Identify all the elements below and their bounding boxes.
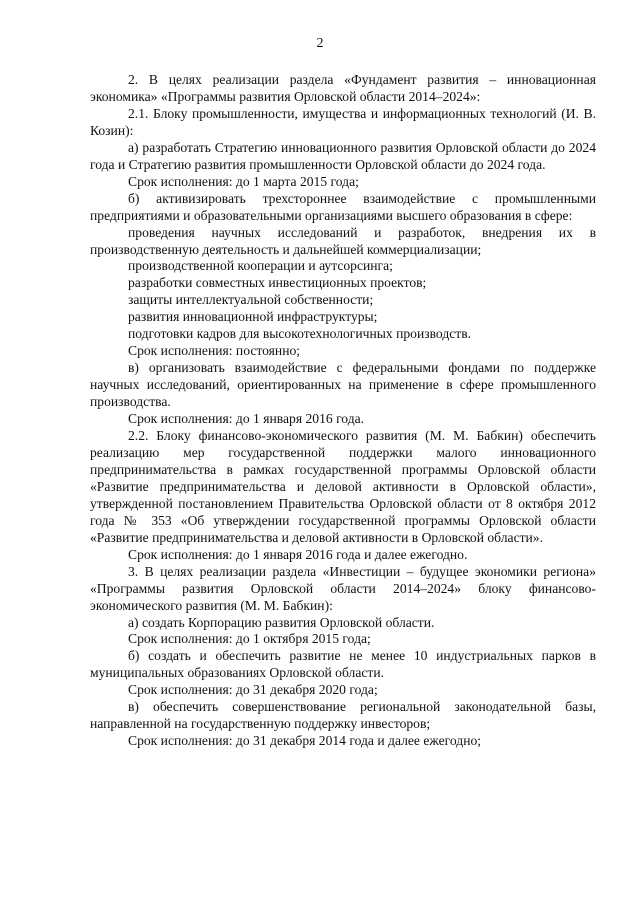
paragraph-section-2: 2. В целях реализации раздела «Фундамент развития – инновационная экономика» «Программы развития Орловской области 2014–2024»:: [90, 72, 596, 104]
deadline-2-1-c: Срок исполнения: до 1 января 2016 года.: [128, 411, 365, 427]
paragraph-2-1: 2.1. Блоку промышленности, имущества и информационных технологий (И. В. Козин):: [90, 105, 596, 138]
deadline-3-a: Срок исполнения: до 1 октября 2015 года;: [128, 631, 371, 647]
paragraph-3-a: а) создать Корпорацию развития Орловской области.: [128, 614, 435, 630]
deadline-2-1-a: Срок исполнения: до 1 марта 2015 года;: [128, 173, 359, 189]
paragraph-2-1-a: а) разработать Стратегию инновационного развития Орловской области до 2024 года и Стратегию развития промышленности Орловской области до 2024 года.: [90, 139, 596, 172]
list-item-joint-projects: разработки совместных инвестиционных проектов;: [128, 275, 427, 291]
page-number: 2: [316, 36, 324, 51]
list-item-training: подготовки кадров для высокотехнологичных производств.: [128, 326, 472, 342]
paragraph-2-1-c: в) организовать взаимодействие с федеральными фондами по поддержке научных исследований, ориентированных на применение в сфере промышленного производства.: [90, 360, 596, 410]
list-item-infrastructure: развития инновационной инфраструктуры;: [128, 309, 378, 325]
deadline-2-2: Срок исполнения: до 1 января 2016 года и далее ежегодно.: [128, 546, 468, 562]
list-item-ip-protection: защиты интеллектуальной собственности;: [128, 292, 374, 308]
paragraph-2-1-b: б) активизировать трехстороннее взаимодействие с промышленными предприятиями и образовательными организациями высшего образования в сфере:: [90, 190, 596, 223]
deadline-2-1-b: Срок исполнения: постоянно;: [128, 343, 301, 359]
document-body: [90, 72, 596, 750]
list-item-cooperation: производственной кооперации и аутсорсинга;: [128, 258, 393, 274]
paragraph-section-3: 3. В целях реализации раздела «Инвестиции – будущее экономики региона» «Программы развития Орловской области 2014–2024» блоку финансово-экономического развития (М. М. Бабкин):: [90, 563, 596, 613]
paragraph-3-c: в) обеспечить совершенствование региональной законодательной базы, направленной на государственную поддержку инвесторов;: [90, 699, 596, 732]
paragraph-3-b: б) создать и обеспечить развитие не менее 10 индустриальных парков в муниципальных образованиях Орловской области.: [90, 648, 596, 681]
list-item-research: проведения научных исследований и разработок, внедрения их в производственную деятельность и дальнейшей коммерциализации;: [90, 224, 596, 257]
deadline-3-b: Срок исполнения: до 31 декабря 2020 года;: [128, 682, 378, 698]
paragraph-2-2: 2.2. Блоку финансово-экономического развития (М. М. Бабкин) обеспечить реализацию мер государственной поддержки малого инновационного предпринимательства в рамках государственной программы Орловской области «Развитие предпринимательства и деловой активности в Орловской области», утвержденной постановлением Правительства Орловской области от 8 октября 2012 года № 353 «Об утверждении государственной программы Орловской области «Развитие предпринимательства и деловой активности в Орловской области».: [90, 428, 596, 545]
deadline-3-c: Срок исполнения: до 31 декабря 2014 года и далее ежегодно;: [128, 733, 482, 749]
